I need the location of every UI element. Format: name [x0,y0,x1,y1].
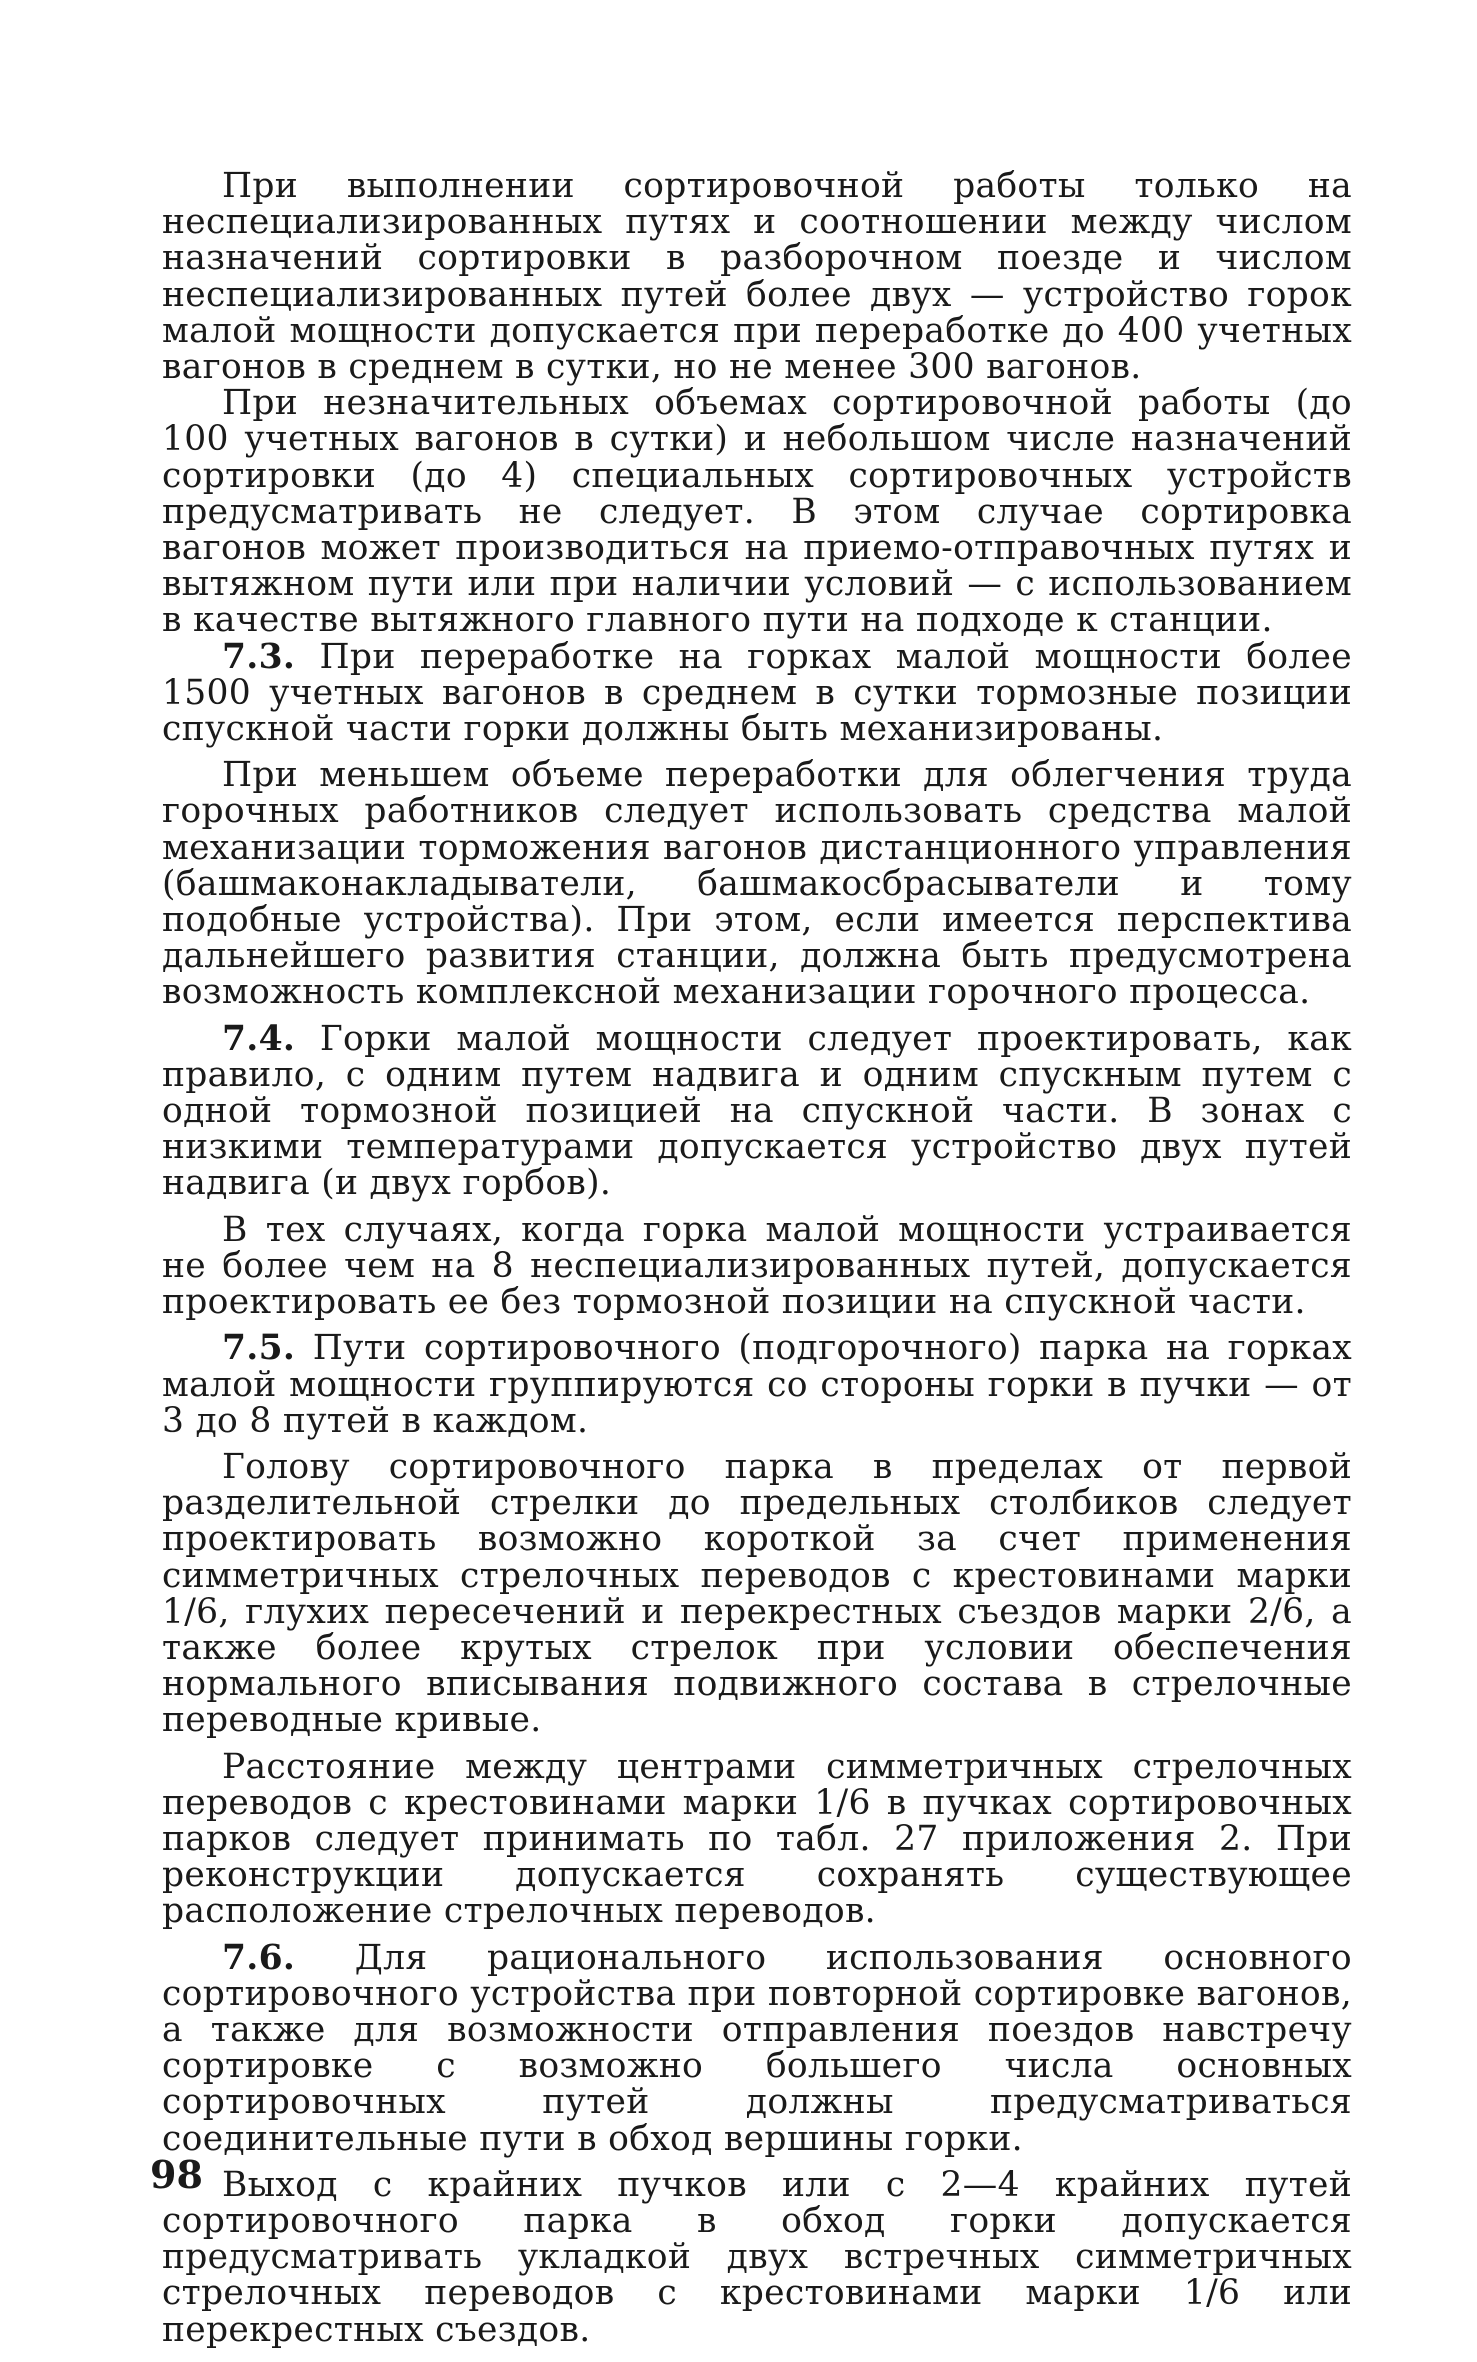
paragraph-text: Выход с крайних пучков или с 2—4 крайних путей сортировочного парка в обход горки допускается предусматривать укладкой двух встречных симметричных стрелочных переводов с крестовинами марки 1/6 или перекрестных съездов. [162,2164,1352,2350]
paragraph-7-6 [162,1937,1352,2159]
paragraph-text: Горки малой мощности следует проектировать, как правило, с одним путем надвига и одним спускным путем с одной тормозной позицией на спускной части. В зонах с низкими температурами допускается устройство двух путей надвига (и двух горбов). [162,1018,1352,1204]
paragraph-text: При переработке на горках малой мощности более 1500 учетных вагонов в среднем в сутки тормозные позиции спускной части горки должны быть механизированы. [162,636,1352,750]
paragraph-text: В тех случаях, когда горка малой мощности устраивается не более чем на 8 неспециализированных путей, допускается проектировать ее без тормозной позиции на спускной части. [162,1209,1352,1323]
paragraph-7-4 [162,1018,1352,1204]
paragraph-4 [162,755,1352,1013]
paragraph-text: При незначительных объемах сортировочной работы (до 100 учетных вагонов в сутки) и небольшом числе назначений сортировки (до 4) специальных сортировочных устройств предусматривать не следует. В этом случае сортировка вагонов может производиться на приемо-отправочных путях и вытяжном пути или при наличии условий — с использованием в качестве вытяжного главного пути на подходе к станции. [162,383,1352,641]
paragraph-text: При выполнении сортировочной работы только на неспециализированных путях и соотношении между числом назначений сортировки в разборочном поезде и числом неспециализированных путей более двух — устройство горок малой мощности допускается при переработке до 400 учетных вагонов в среднем в сутки, но не менее 300 вагонов. [162,166,1352,388]
page-number: 98 [150,2152,203,2197]
paragraph-2 [162,383,1352,641]
document-body [162,168,1352,2348]
paragraph-text: Для рационального использования основного сортировочного устройства при повторной сортировке вагонов, а также для возможности отправления поездов навстречу сортировке с возможно большего числа основных сортировочных путей должны предусматриваться соединительные пути в обход вершины горки. [162,1937,1352,2159]
paragraph-9 [162,1746,1352,1932]
paragraph-text: Расстояние между центрами симметричных стрелочных переводов с крестовинами марки 1/6 в пучках сортировочных парков следует принимать по табл. 27 приложения 2. При реконструкции допускается сохранять существующее расположение стрелочных переводов. [162,1746,1352,1932]
paragraph-text: Голову сортировочного парка в пределах от первой разделительной стрелки до предельных столбиков следует проектировать возможно короткой за счет применения симметричных стрелочных переводов с крестовинами марки 1/6, глухих пересечений и перекрестных съездов марки 2/6, а также более крутых стрелок при условии обеспечения нормального вписывания подвижного состава в стрелочные переводные кривые. [162,1446,1352,1741]
paragraph-7-5 [162,1330,1352,1439]
clause-number: 7.6. [222,1937,296,1978]
paragraph-8 [162,1446,1352,1741]
paragraph-6 [162,1209,1352,1323]
paragraph-11 [162,2164,1352,2350]
paragraph-text: Пути сортировочного (подгорочного) парка на горках малой мощности группируются со стороны горки в пучки — от 3 до 8 путей в каждом. [162,1328,1352,1441]
clause-number: 7.3. [222,636,296,677]
paragraph-text: При меньшем объеме переработки для облегчения труда горочных работников следует использовать средства малой механизации торможения вагонов дистанционного управления (башмаконакладыватели, башмакосбрасыватели и тому подобные устройства). При этом, если имеется перспектива дальнейшего развития станции, должна быть предусмотрена возможность комплексной механизации горочного процесса. [162,755,1352,1013]
paragraph-7-3 [162,636,1352,750]
paragraph-1 [162,166,1352,388]
clause-number: 7.5. [222,1328,296,1369]
clause-number: 7.4. [222,1018,296,1059]
